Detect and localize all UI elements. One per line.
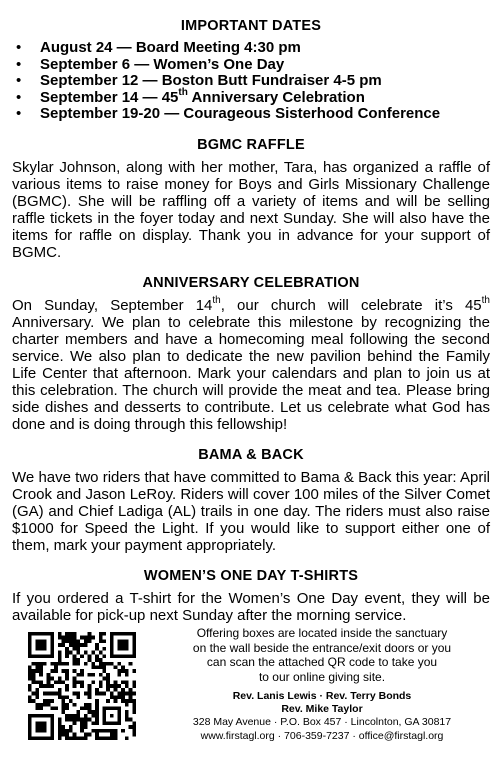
pastors-line: Rev. Mike Taylor bbox=[281, 703, 363, 716]
date-item-post: Anniversary Celebration bbox=[187, 88, 365, 106]
offering-line: can scan the attached QR code to take you bbox=[206, 655, 438, 670]
raffle-body: Skylar Johnson, along with her mother, Tara, has organized a raffle of various items to raise money for Boys and Girls Missionary Challenge (BGMC). She will be raffling off a variety of items and will be selling raffle tickets in the foyer today and next Sunday. She will also have the items for raffle on display. Thank you in advance for your support of BGMC. bbox=[12, 158, 490, 261]
important-dates-list bbox=[12, 40, 490, 123]
date-item-pre: September 14 — 45 bbox=[40, 88, 179, 106]
important-dates-heading: IMPORTANT DATES bbox=[180, 18, 322, 34]
bama-heading: BAMA & BACK bbox=[198, 446, 304, 463]
date-item: • August 24 — Board Meeting 4:30 pm bbox=[14, 40, 490, 57]
anniversary-text-2: , our church will celebrate it’s 45 bbox=[220, 296, 482, 314]
date-item: • September 6 — Women’s One Day bbox=[14, 57, 490, 74]
anniversary-text-1: On Sunday, September 14 bbox=[12, 296, 213, 314]
tshirts-heading: WOMEN’S ONE DAY T-SHIRTS bbox=[143, 567, 359, 584]
tshirts-body: If you ordered a T-shirt for the Women’s One Day event, they will be available for pick-up next Sunday after the morning service. bbox=[12, 589, 490, 624]
anniversary-sup-1: th bbox=[212, 294, 221, 306]
bulletin-page bbox=[12, 18, 490, 638]
footer-text bbox=[146, 626, 498, 743]
pastors-line: Rev. Lanis Lewis · Rev. Terry Bonds bbox=[232, 690, 412, 703]
date-item-sup: th bbox=[178, 86, 188, 98]
date-item: • September 12 — Boston Butt Fundraiser 4-5 pm bbox=[14, 73, 490, 90]
church-address: 328 May Avenue · P.O. Box 457 · Lincolnton, GA 30817 bbox=[192, 716, 452, 729]
offering-line: to our online giving site. bbox=[258, 669, 386, 684]
date-item bbox=[14, 86, 490, 107]
offering-line: on the wall beside the entrance/exit doors or you bbox=[192, 640, 452, 655]
anniversary-body bbox=[12, 294, 490, 433]
offering-line: Offering boxes are located inside the sanctuary bbox=[196, 626, 448, 640]
anniversary-sup-2: th bbox=[481, 294, 490, 306]
anniversary-text-3: Anniversary. We plan to celebrate this milestone by recognizing the charter members and have a homecoming meal following the second service. We also plan to dedicate the new pavilion behind the Family Life Center that afternoon. Mark your calendars and plan to join us at this celebration. The church will provide the meat and tea. Please bring side dishes and desserts to contribute. Let us celebrate what God has done and is doing through this fellowship! bbox=[12, 313, 490, 433]
date-item: • September 19-20 — Courageous Sisterhood Conference bbox=[14, 106, 490, 123]
pastors bbox=[146, 690, 498, 716]
footer bbox=[28, 626, 488, 762]
bama-body: We have two riders that have committed to Bama & Back this year: April Crook and Jason LeRoy. Riders will cover 100 miles of the Silver Comet (GA) and Chief Ladiga (AL) trails in one day. The riders must also raise $1000 for Speed the Light. If you would like to support either one of them, mark your payment appropriately. bbox=[12, 468, 490, 554]
raffle-heading: BGMC RAFFLE bbox=[197, 136, 305, 153]
qr-code-icon[interactable] bbox=[28, 632, 136, 740]
anniversary-heading: ANNIVERSARY CELEBRATION bbox=[142, 274, 360, 291]
church-contact: www.firstagl.org · 706-359-7237 · office@firstagl.org bbox=[200, 729, 444, 742]
offering-note bbox=[146, 626, 498, 684]
